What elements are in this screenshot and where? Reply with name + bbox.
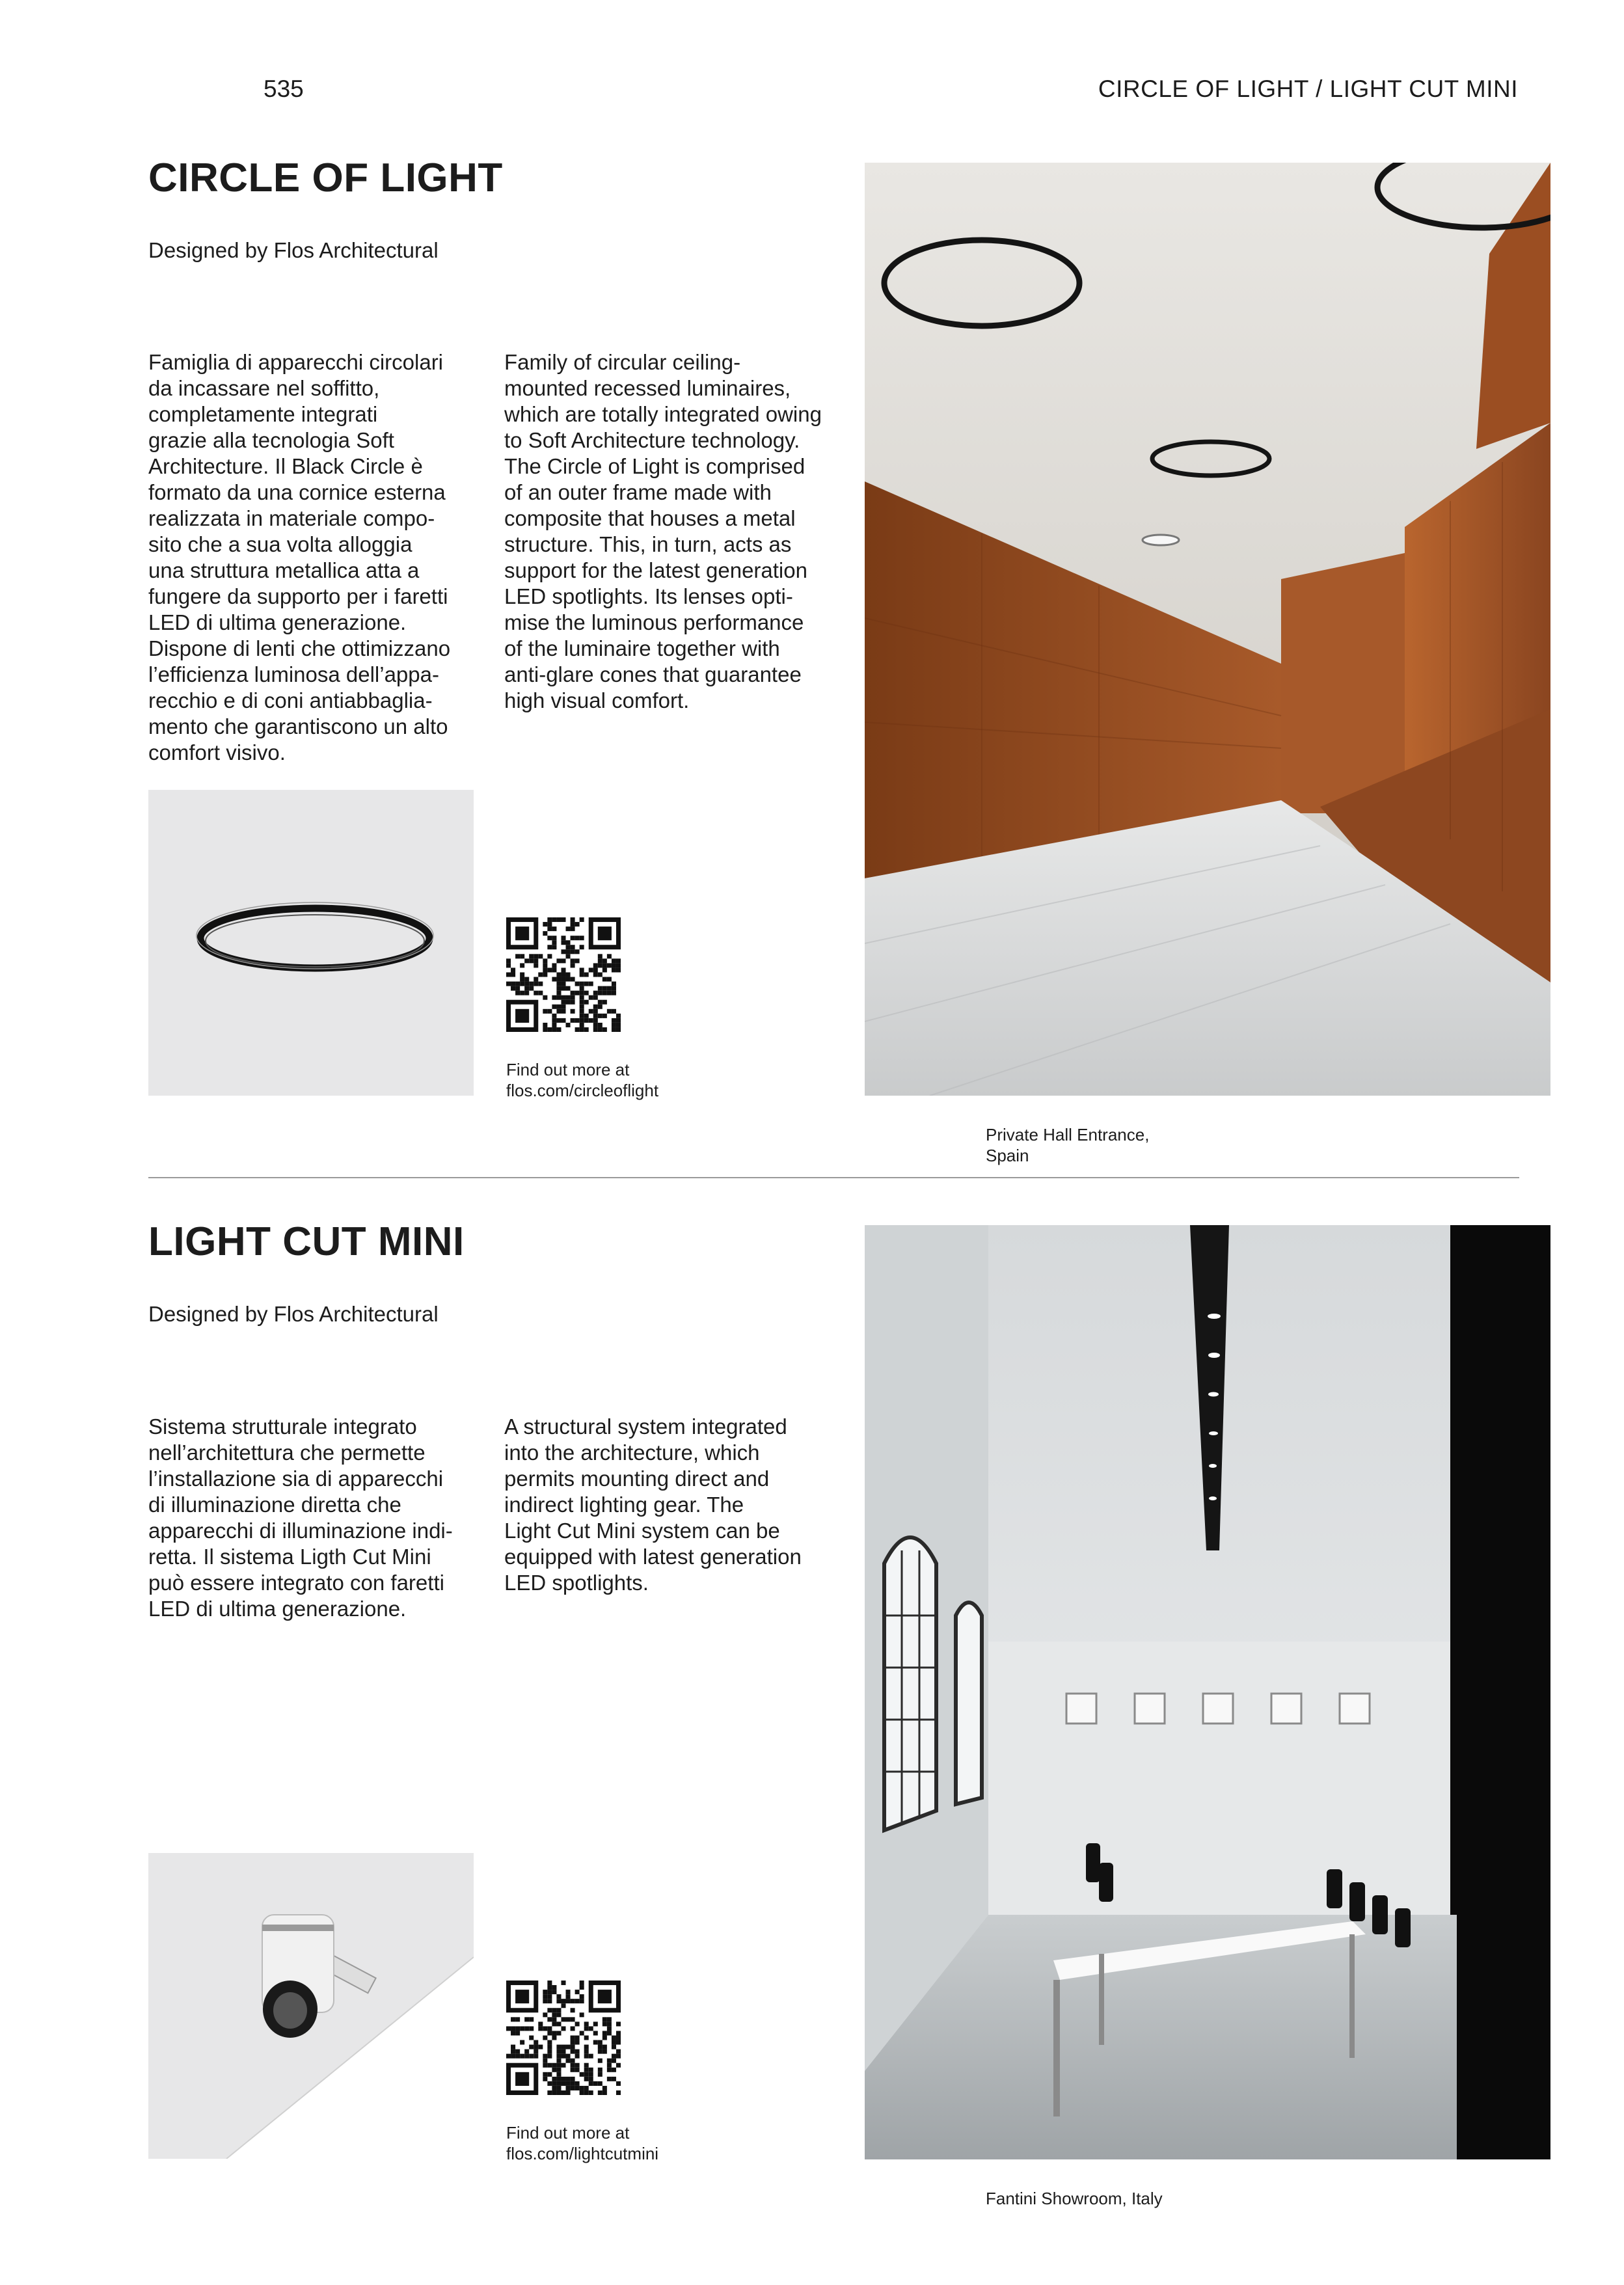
qr-code[interactable] <box>506 1981 621 2095</box>
product-image-circle-of-light <box>148 790 474 1096</box>
section-title-light-cut-mini: LIGHT CUT MINI <box>148 1219 465 1264</box>
find-out-more-link[interactable]: flos.com/circleoflight <box>506 1081 659 1100</box>
photo-caption: Fantini Showroom, Italy <box>986 2189 1163 2208</box>
find-out-more-link[interactable]: flos.com/lightcutmini <box>506 2144 659 2163</box>
circle-of-light-product-icon <box>148 790 474 1096</box>
description-italian: Famiglia di apparecchi circolari da incassare nel soffitto, completamente integrati grazie alla tecnologia Soft Architecture. Il Black Circle è formato da una cornice esterna realizzata in materiale compo- sito che a sua volta alloggia una struttura metallica atta a fungere da supporto per i faretti LED di ultima generazione. Dispone di lenti che ottimizzano l’efficienza luminosa dell’appa- recchio e di coni antiabbaglia- mento che garantiscono un alto comfort visivo. <box>148 350 451 764</box>
light-cut-mini-spotlight-icon <box>148 1853 474 2159</box>
description-italian: Sistema strutturale integrato nell’architettura che permette l’installazione sia di apparecchi di illuminazione diretta che apparecchi di illuminazione indi- retta. Il sistema Ligth Cut Mini può essere integrato con faretti LED di ultima generazione. <box>148 1414 453 1621</box>
page-number: 535 <box>264 75 304 102</box>
description-english: A structural system integrated into the architecture, which permits mounting direct and indirect lighting gear. The Light Cut Mini system can be equipped with latest generation LED spotlights. <box>504 1414 802 1595</box>
photo-private-hall-entrance <box>865 163 1550 1096</box>
photo-fantini-showroom <box>865 1225 1550 2159</box>
running-title: CIRCLE OF LIGHT / LIGHT CUT MINI <box>1098 75 1518 102</box>
designer-credit: Designed by Flos Architectural <box>148 1302 439 1326</box>
qr-code[interactable] <box>506 917 621 1032</box>
qr-code-icon <box>506 917 621 1032</box>
section-divider <box>148 1177 1519 1178</box>
qr-code-icon <box>506 1981 621 2095</box>
designer-credit: Designed by Flos Architectural <box>148 238 439 262</box>
find-out-more-label: Find out more at <box>506 2123 630 2143</box>
section-title-circle-of-light: CIRCLE OF LIGHT <box>148 155 503 200</box>
product-image-light-cut-mini <box>148 1853 474 2159</box>
description-english: Family of circular ceiling- mounted recessed luminaires, which are totally integrated owing to Soft Architecture technology. The Circle of Light is comprised of an outer frame made with composite that houses a metal structure. This, in turn, acts as support for the latest generation LED spotlights. Its lenses opti- mise the luminous performance of the luminaire together with anti-glare cones that guarantee high visual comfort. <box>504 350 822 712</box>
find-out-more-label: Find out more at <box>506 1060 630 1079</box>
photo-caption: Private Hall Entrance, Spain <box>986 1125 1150 1165</box>
